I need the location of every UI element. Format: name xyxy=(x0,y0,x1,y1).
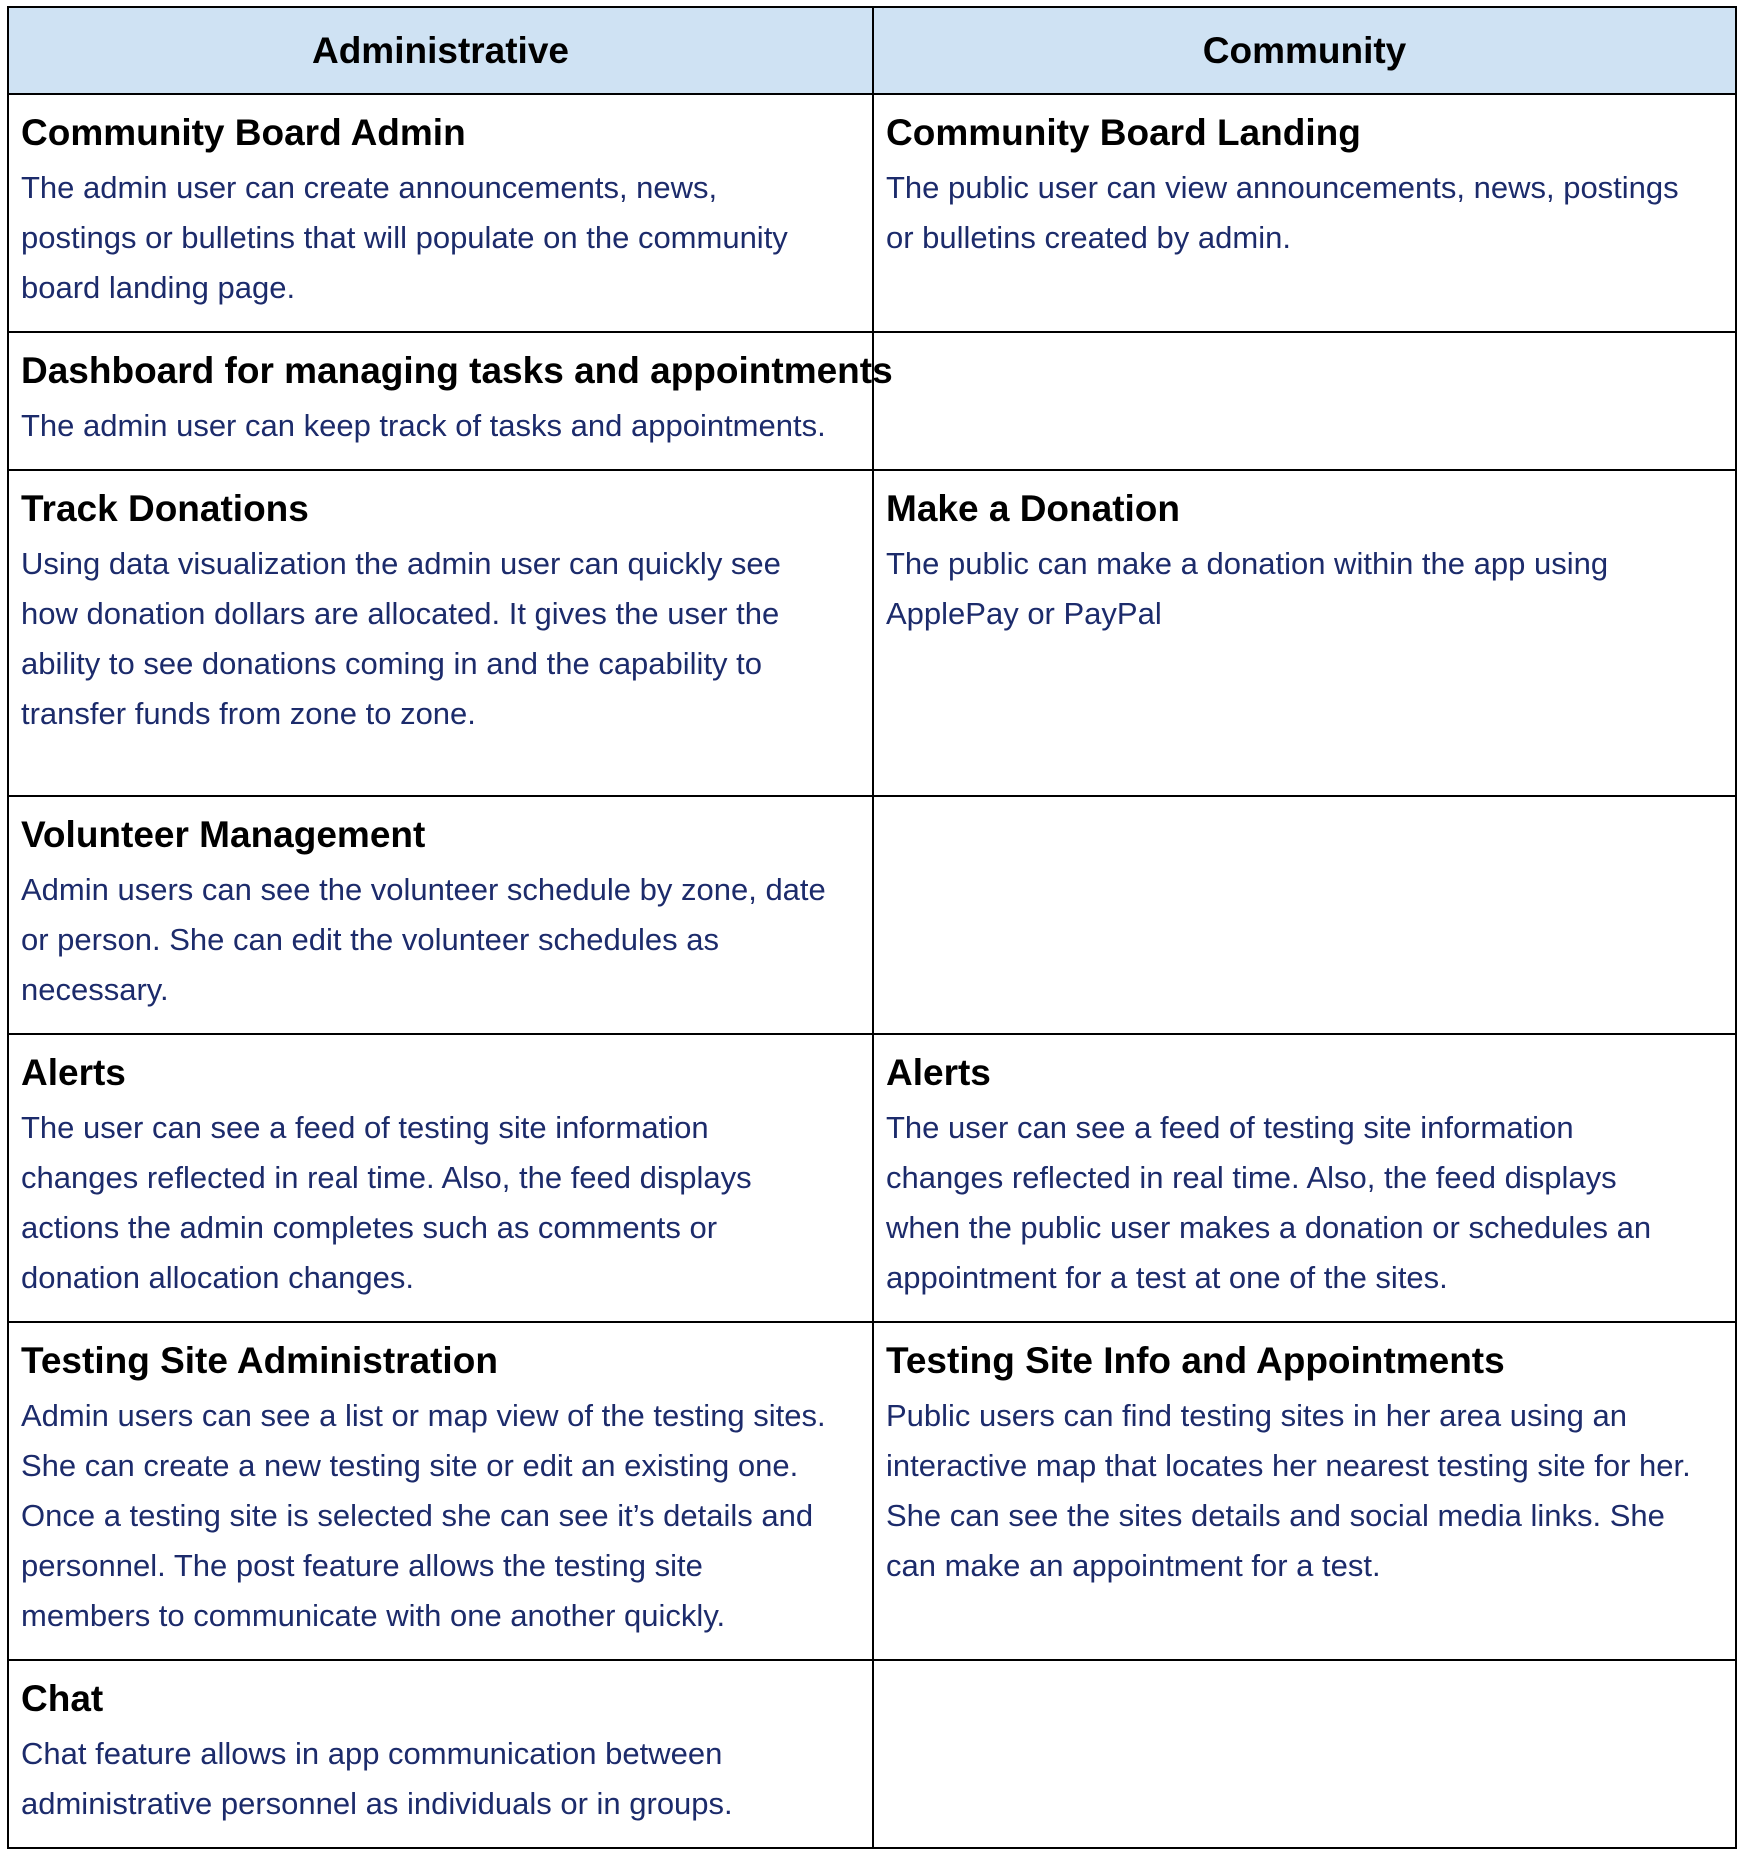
feature-title: Alerts xyxy=(886,1052,991,1093)
admin-cell xyxy=(8,332,893,470)
community-cell xyxy=(873,94,1736,332)
table-row xyxy=(8,332,1736,470)
header-row xyxy=(8,7,1736,94)
community-cell-empty xyxy=(873,1660,1736,1848)
admin-cell xyxy=(8,1660,873,1848)
admin-cell xyxy=(8,796,873,1034)
table-row xyxy=(8,1322,1736,1660)
community-cell xyxy=(873,1322,1736,1660)
feature-description: The public user can view announcements, news, postings or bulletins created by admin. xyxy=(886,170,1679,255)
admin-cell xyxy=(8,1034,873,1322)
feature-description: The public can make a donation within the app using ApplePay or PayPal xyxy=(886,546,1609,631)
feature-title: Dashboard for managing tasks and appointments xyxy=(21,350,893,391)
feature-description: Chat feature allows in app communication between administrative personnel as individuals or in groups. xyxy=(21,1736,733,1821)
admin-cell xyxy=(8,94,873,332)
community-cell xyxy=(873,470,1736,796)
feature-comparison-table xyxy=(7,6,1737,1849)
admin-cell xyxy=(8,470,873,796)
feature-description: The admin user can create announcements, news, postings or bulletins that will populate on the community board landing page. xyxy=(21,170,788,305)
admin-cell xyxy=(8,1322,873,1660)
table-row xyxy=(8,1034,1736,1322)
feature-description: Public users can find testing sites in her area using an interactive map that locates her nearest testing site for her. She can see the sites details and social media links. She can make an appointment for a test. xyxy=(886,1398,1691,1583)
feature-title: Track Donations xyxy=(21,488,309,529)
feature-title: Make a Donation xyxy=(886,488,1180,529)
table-row xyxy=(8,470,1736,796)
community-cell-empty xyxy=(873,332,1736,470)
feature-description: Using data visualization the admin user can quickly see how donation dollars are allocated. It gives the user the ability to see donations coming in and the capability to transfer funds from zone to zone. xyxy=(21,546,781,731)
feature-title: Community Board Admin xyxy=(21,112,466,153)
feature-description: Admin users can see a list or map view of the testing sites. She can create a new testing site or edit an existing one. Once a testing site is selected she can see it’s details and personnel. The post feature allows the testing site members to communicate with one another quickly. xyxy=(21,1398,826,1633)
header-community: Community xyxy=(873,7,1736,94)
feature-title: Chat xyxy=(21,1678,104,1719)
feature-description: The user can see a feed of testing site information changes reflected in real time. Also, the feed displays actions the admin completes such as comments or donation allocation changes. xyxy=(21,1110,752,1295)
feature-title: Volunteer Management xyxy=(21,814,426,855)
table-row xyxy=(8,796,1736,1034)
feature-description: The user can see a feed of testing site information changes reflected in real time. Also, the feed displays when the public user makes a donation or schedules an appointment for a test at one of the sites. xyxy=(886,1110,1652,1295)
feature-description: Admin users can see the volunteer schedule by zone, date or person. She can edit the volunteer schedules as necessary. xyxy=(21,872,826,1007)
feature-title: Alerts xyxy=(21,1052,126,1093)
feature-description: The admin user can keep track of tasks and appointments. xyxy=(21,408,826,443)
table-row xyxy=(8,1660,1736,1848)
feature-title: Community Board Landing xyxy=(886,112,1361,153)
feature-title: Testing Site Administration xyxy=(21,1340,498,1381)
header-administrative: Administrative xyxy=(8,7,873,94)
community-cell-empty xyxy=(873,796,1736,1034)
feature-title: Testing Site Info and Appointments xyxy=(886,1340,1505,1381)
community-cell xyxy=(873,1034,1736,1322)
table-row xyxy=(8,94,1736,332)
